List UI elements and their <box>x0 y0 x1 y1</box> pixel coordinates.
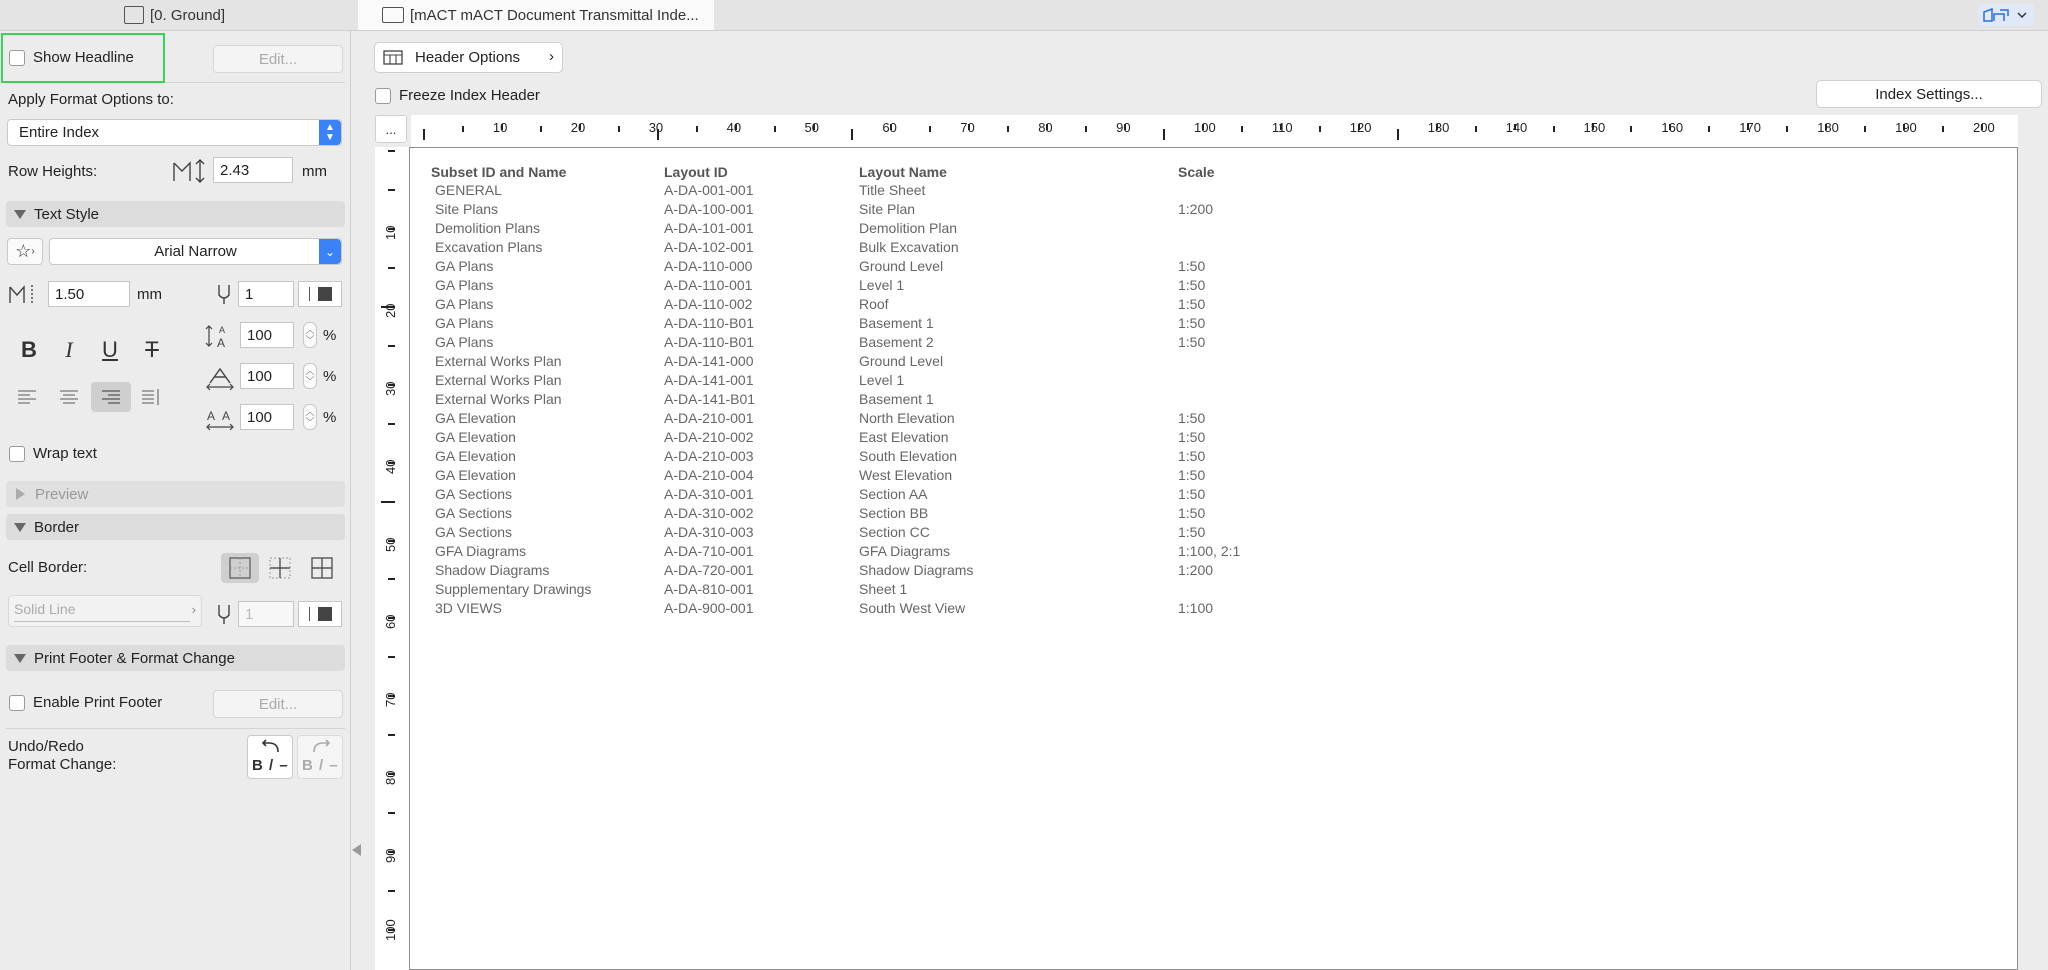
table-cell: A-DA-001-001 <box>664 182 754 198</box>
table-cell: A-DA-141-001 <box>664 372 754 388</box>
underline-button[interactable]: U <box>102 337 118 362</box>
ruler-tick <box>1163 129 1165 140</box>
table-cell: Shadow Diagrams <box>859 562 974 578</box>
tab-ground[interactable] <box>124 0 225 30</box>
text-width-input[interactable]: 100 <box>240 363 294 389</box>
pen-icon <box>214 281 234 307</box>
redo-format-glyph: B / – <box>302 757 339 774</box>
ruler-tick <box>388 189 395 191</box>
table-cell: Level 1 <box>859 277 905 293</box>
table-cell: A-DA-720-001 <box>664 562 754 578</box>
horizontal-ruler[interactable] <box>411 115 2018 147</box>
table-cell: A-DA-110-002 <box>664 296 753 312</box>
ruler-label: 50 <box>804 120 819 135</box>
border-pen-input[interactable]: 1 <box>238 601 294 627</box>
index-sheet[interactable] <box>409 147 2018 970</box>
table-cell: Site Plans <box>435 201 499 217</box>
ruler-tick <box>381 501 395 503</box>
redo-arrow-icon <box>308 738 334 756</box>
ruler-label: 50 <box>383 537 398 552</box>
align-center-icon[interactable] <box>55 384 83 410</box>
text-width-stepper[interactable]: ︿ ﹀ <box>303 363 317 389</box>
align-left-icon[interactable] <box>14 384 42 410</box>
preview-section[interactable] <box>6 481 345 507</box>
table-cell: A-DA-900-001 <box>664 600 754 616</box>
ruler-tick <box>774 126 776 132</box>
table-cell: GA Elevation <box>435 429 516 445</box>
row-heights-label: Row Heights: <box>8 163 98 180</box>
ruler-tick <box>851 129 853 140</box>
ruler-label: 40 <box>383 459 398 474</box>
table-cell: Shadow Diagrams <box>435 562 550 578</box>
table-row[interactable] <box>410 391 1610 410</box>
border-inner-icon[interactable] <box>263 553 297 583</box>
view-map-icon <box>1978 4 2034 26</box>
table-cell: A-DA-210-003 <box>664 448 754 464</box>
cell-border-label: Cell Border: <box>8 559 88 576</box>
letter-spacing-icon <box>205 404 235 432</box>
format-options-panel <box>0 31 351 970</box>
print-footer-section[interactable] <box>6 645 345 671</box>
apply-format-label: Apply Format Options to: <box>8 91 174 108</box>
ruler-tick <box>1397 129 1399 140</box>
table-cell: GA Sections <box>435 524 513 540</box>
table-cell: Roof <box>859 296 889 312</box>
table-row[interactable] <box>410 600 1610 619</box>
table-row[interactable] <box>410 448 1610 467</box>
pen-color-swatch[interactable] <box>298 281 342 307</box>
print-footer-section-label: Print Footer & Format Change <box>34 649 235 667</box>
layout-sheet-icon <box>382 7 404 23</box>
table-cell: A-DA-810-001 <box>664 581 754 597</box>
col-header-layout-name: Layout Name <box>859 164 947 180</box>
ruler-label: 60 <box>882 120 897 135</box>
ruler-tick <box>618 126 620 132</box>
ruler-label: 80 <box>383 770 398 786</box>
table-row[interactable] <box>410 220 1610 239</box>
apply-format-select[interactable] <box>7 119 342 146</box>
header-options-button[interactable] <box>374 42 563 73</box>
table-cell: 1:200 <box>1178 562 1214 578</box>
ruler-tick <box>423 129 425 140</box>
ruler-tick <box>388 578 395 580</box>
pct-label-3: % <box>323 409 337 426</box>
line-type-select[interactable] <box>8 595 202 627</box>
table-row[interactable] <box>410 543 1610 562</box>
table-cell: A-DA-110-B01 <box>664 315 755 331</box>
table-cell: GA Sections <box>435 486 513 502</box>
ruler-label: 10 <box>492 120 508 135</box>
ruler-tick <box>388 150 395 152</box>
ruler-tick <box>1786 126 1788 132</box>
chevron-down-icon: ⌄ <box>319 239 341 264</box>
table-cell: East Elevation <box>859 429 949 445</box>
ruler-label: 170 <box>1739 120 1761 135</box>
table-cell: Title Sheet <box>859 182 926 198</box>
index-settings-button[interactable]: Index Settings... <box>1816 80 2042 108</box>
ruler-label: 40 <box>726 120 742 135</box>
table-row[interactable] <box>410 201 1610 220</box>
col-header-scale: Scale <box>1178 164 1215 180</box>
table-cell: Section AA <box>859 486 928 502</box>
table-cell: A-DA-102-001 <box>664 239 754 255</box>
ruler-label: 100 <box>383 919 398 941</box>
ruler-tick <box>929 126 931 132</box>
table-cell: Excavation Plans <box>435 239 543 255</box>
table-row[interactable] <box>410 296 1610 315</box>
ruler-label: 120 <box>1349 120 1372 135</box>
table-cell: A-DA-110-001 <box>664 277 753 293</box>
preview-section-label: Preview <box>35 485 89 503</box>
table-cell: 1:50 <box>1178 467 1206 483</box>
table-cell: 1:100, 2:1 <box>1178 543 1241 559</box>
table-row[interactable] <box>410 467 1610 486</box>
vertical-ruler[interactable] <box>375 147 411 970</box>
table-cell: Level 1 <box>859 372 905 388</box>
table-cell: 1:50 <box>1178 505 1206 521</box>
table-cell: GA Plans <box>435 258 494 274</box>
ruler-label: 140 <box>1505 120 1528 135</box>
table-cell: A-DA-110-000 <box>664 258 753 274</box>
row-height-icon <box>172 157 206 185</box>
ruler-label: 20 <box>383 303 398 318</box>
table-cell: A-DA-210-001 <box>664 410 754 426</box>
ruler-tick <box>1085 126 1087 132</box>
ruler-tick <box>1864 126 1866 132</box>
row-heights-unit: mm <box>302 163 327 180</box>
border-section[interactable] <box>6 514 345 540</box>
chevron-right-icon: › <box>549 48 554 65</box>
border-section-label: Border <box>34 518 80 536</box>
italic-button[interactable]: I <box>65 337 73 362</box>
table-cell: GENERAL <box>435 182 502 198</box>
table-cell: Section CC <box>859 524 930 540</box>
table-cell: GA Plans <box>435 334 494 350</box>
svg-text:A: A <box>222 409 231 423</box>
ruler-tick <box>388 656 395 658</box>
text-height-scale-icon <box>205 322 235 350</box>
disclosure-open-icon <box>14 210 26 219</box>
undo-redo-label-2: Format Change: <box>8 756 117 773</box>
view-switcher[interactable] <box>1978 4 2034 26</box>
table-cell: GA Sections <box>435 505 513 521</box>
ruler-label: 90 <box>383 848 398 864</box>
ruler-label: 200 <box>1973 120 1995 135</box>
apply-format-value: Entire Index <box>19 124 100 141</box>
table-cell: 1:50 <box>1178 334 1206 350</box>
ruler-label: 70 <box>960 120 975 135</box>
ruler-label: 190 <box>1895 120 1917 135</box>
ruler-tick <box>1241 126 1243 132</box>
ruler-tick <box>1553 126 1555 132</box>
table-cell: 1:50 <box>1178 486 1206 502</box>
table-row[interactable] <box>410 353 1610 372</box>
table-cell: A-DA-101-001 <box>664 220 754 236</box>
table-cell: Basement 1 <box>859 391 934 407</box>
table-cell: Sheet 1 <box>859 581 908 597</box>
ruler-label: 70 <box>383 692 398 708</box>
table-cell: External Works Plan <box>435 372 562 388</box>
ruler-label: 150 <box>1583 120 1606 135</box>
table-cell: Basement 1 <box>859 315 934 331</box>
table-cell: 1:50 <box>1178 277 1206 293</box>
border-outer-icon[interactable] <box>221 553 259 583</box>
table-cell: GFA Diagrams <box>435 543 527 559</box>
table-cell: South Elevation <box>859 448 958 464</box>
font-value: Arial Narrow <box>154 243 237 260</box>
letter-spacing-input[interactable]: 100 <box>240 404 294 430</box>
tab-ground-label: [0. Ground] <box>150 6 226 24</box>
ruler-label: 110 <box>1271 120 1293 135</box>
font-size-input[interactable]: 1.50 <box>48 281 130 307</box>
tab-bar <box>0 0 2048 31</box>
star-icon: ☆ <box>15 241 32 261</box>
table-cell: Demolition Plans <box>435 220 541 236</box>
table-cell: GA Elevation <box>435 448 516 464</box>
select-arrows-icon: ▲ ▼ <box>319 120 341 145</box>
table-cell: Supplementary Drawings <box>435 581 592 597</box>
table-cell: A-DA-310-002 <box>664 505 754 521</box>
table-cell: GA Elevation <box>435 467 516 483</box>
freeze-header-label: Freeze Index Header <box>399 87 540 104</box>
bold-button[interactable]: B <box>21 337 37 362</box>
ruler-tick <box>388 734 395 736</box>
ruler-tick <box>1007 126 1009 132</box>
collapse-panel-icon[interactable] <box>352 844 361 856</box>
show-headline-label: Show Headline <box>33 49 134 66</box>
text-style-section-label: Text Style <box>34 205 100 223</box>
ruler-tick <box>388 345 395 347</box>
ruler-tick <box>462 126 464 132</box>
border-pen-color-swatch[interactable] <box>298 601 342 627</box>
table-cell: GA Plans <box>435 277 494 293</box>
table-cell: 1:200 <box>1178 201 1214 217</box>
table-cell: Demolition Plan <box>859 220 958 236</box>
ruler-tick <box>388 812 395 814</box>
ruler-tick <box>388 267 395 269</box>
table-row[interactable] <box>410 334 1610 353</box>
ruler-tick <box>1319 126 1321 132</box>
table-cell: 1:50 <box>1178 410 1206 426</box>
tab-transmittal-label: [mACT mACT Document Transmittal Inde... <box>410 6 699 24</box>
ruler-label: 80 <box>1038 120 1053 135</box>
font-select[interactable] <box>49 238 342 265</box>
redo-format-button[interactable] <box>297 735 343 779</box>
ruler-label: 130 <box>1427 120 1450 135</box>
table-header-icon <box>383 50 405 66</box>
table-row[interactable] <box>410 258 1610 277</box>
text-style-section[interactable] <box>6 201 345 227</box>
table-row[interactable] <box>410 277 1610 296</box>
table-row[interactable] <box>410 581 1610 600</box>
table-cell: 1:50 <box>1178 258 1206 274</box>
col-header-layout-id: Layout ID <box>664 164 728 180</box>
table-cell: External Works Plan <box>435 353 562 369</box>
table-cell: 1:100 <box>1178 600 1214 616</box>
align-justify-icon[interactable] <box>138 384 166 410</box>
favorite-styles-button[interactable]: ☆ › <box>7 238 43 265</box>
text-width-scale-icon <box>205 363 235 391</box>
align-right-icon[interactable] <box>91 382 131 412</box>
font-size-icon <box>8 281 38 307</box>
table-cell: GFA Diagrams <box>859 543 951 559</box>
ruler-tick <box>540 126 542 132</box>
ruler-origin-button[interactable]: ... <box>375 115 407 143</box>
table-cell: Bulk Excavation <box>859 239 959 255</box>
letter-spacing-stepper[interactable]: ︿ ﹀ <box>303 404 317 430</box>
table-cell: A-DA-210-002 <box>664 429 754 445</box>
table-cell: 1:50 <box>1178 296 1206 312</box>
ruler-tick <box>1708 126 1710 132</box>
undo-redo-label-1: Undo/Redo <box>8 738 84 755</box>
table-cell: 1:50 <box>1178 524 1206 540</box>
ruler-tick <box>1942 126 1944 132</box>
svg-text:A: A <box>219 325 226 335</box>
table-cell: South West View <box>859 600 966 616</box>
table-cell: North Elevation <box>859 410 955 426</box>
pen-number-input[interactable]: 1 <box>238 281 294 307</box>
table-cell: 3D VIEWS <box>435 600 502 616</box>
table-cell: GA Elevation <box>435 410 516 426</box>
svg-text:A: A <box>217 336 226 350</box>
table-cell: A-DA-310-003 <box>664 524 754 540</box>
border-all-icon[interactable] <box>305 553 339 583</box>
table-cell: 1:50 <box>1178 448 1206 464</box>
table-cell: Section BB <box>859 505 929 521</box>
table-row[interactable] <box>410 315 1610 334</box>
table-cell: Ground Level <box>859 258 944 274</box>
border-pen-icon <box>214 601 234 627</box>
col-header-subset: Subset ID and Name <box>431 164 567 180</box>
floor-plan-icon <box>124 6 144 24</box>
table-cell: Basement 2 <box>859 334 934 350</box>
undo-format-button[interactable] <box>247 735 293 779</box>
table-row[interactable] <box>410 429 1610 448</box>
footer-edit-button[interactable]: Edit... <box>213 690 343 718</box>
ruler-label: 10 <box>383 225 398 240</box>
ruler-label: 180 <box>1817 120 1839 135</box>
enable-print-footer-label: Enable Print Footer <box>33 694 163 711</box>
table-cell: External Works Plan <box>435 391 562 407</box>
table-cell: 1:50 <box>1178 429 1206 445</box>
table-row[interactable] <box>410 486 1610 505</box>
ruler-label: 20 <box>570 120 586 135</box>
table-cell: West Elevation <box>859 467 953 483</box>
enable-print-footer-checkbox[interactable] <box>9 695 25 711</box>
ruler-tick <box>388 423 395 425</box>
table-cell: A-DA-100-001 <box>664 201 754 217</box>
ruler-tick <box>388 890 395 892</box>
table-row[interactable] <box>410 182 1610 201</box>
wrap-text-checkbox[interactable] <box>9 446 25 462</box>
table-cell: A-DA-210-004 <box>664 467 754 483</box>
table-row[interactable] <box>410 410 1610 429</box>
undo-arrow-icon <box>258 738 284 756</box>
strikethrough-button[interactable]: T <box>145 337 159 362</box>
table-row[interactable] <box>410 505 1610 524</box>
undo-format-glyph: B / – <box>252 757 289 774</box>
ruler-tick <box>1630 126 1632 132</box>
table-cell: A-DA-141-000 <box>664 353 754 369</box>
wrap-text-label: Wrap text <box>33 445 97 462</box>
text-height-stepper[interactable]: ︿ ﹀ <box>303 322 317 348</box>
table-row[interactable] <box>410 562 1610 581</box>
table-row[interactable] <box>410 372 1610 391</box>
ruler-label: 60 <box>383 614 398 630</box>
ruler-label: 160 <box>1661 120 1684 135</box>
table-cell: Ground Level <box>859 353 944 369</box>
line-type-placeholder: Solid Line <box>14 601 76 617</box>
pct-label-1: % <box>323 327 337 344</box>
table-cell: GA Plans <box>435 315 494 331</box>
disclosure-open-icon <box>14 654 26 663</box>
ruler-label: 30 <box>383 381 398 396</box>
table-cell: A-DA-110-B01 <box>664 334 755 350</box>
ruler-label: 100 <box>1194 120 1216 135</box>
svg-text:A: A <box>207 409 216 423</box>
chevron-right-icon: › <box>191 602 196 617</box>
tab-transmittal-index[interactable] <box>358 0 714 30</box>
table-cell: A-DA-141-B01 <box>664 391 756 407</box>
header-options-label: Header Options <box>415 49 521 66</box>
table-cell: GA Plans <box>435 296 494 312</box>
focus-highlight <box>1 33 165 83</box>
table-cell: A-DA-310-001 <box>664 486 754 502</box>
ruler-label: 90 <box>1116 120 1131 135</box>
ruler-tick <box>1475 126 1477 132</box>
disclosure-closed-icon <box>16 488 25 500</box>
ruler-tick <box>696 126 698 132</box>
table-row[interactable] <box>410 524 1610 543</box>
headline-edit-button[interactable]: Edit... <box>213 45 343 73</box>
font-size-unit: mm <box>137 286 162 303</box>
table-cell: 1:50 <box>1178 315 1206 331</box>
ruler-label: 30 <box>648 120 664 135</box>
text-height-input[interactable]: 100 <box>240 322 294 348</box>
freeze-header-checkbox[interactable] <box>375 88 391 104</box>
table-cell: Site Plan <box>859 201 916 217</box>
pct-label-2: % <box>323 368 337 385</box>
row-heights-input[interactable]: 2.43 <box>213 157 293 183</box>
table-cell: A-DA-710-001 <box>664 543 754 559</box>
table-row[interactable] <box>410 239 1610 258</box>
disclosure-open-icon <box>14 523 26 532</box>
